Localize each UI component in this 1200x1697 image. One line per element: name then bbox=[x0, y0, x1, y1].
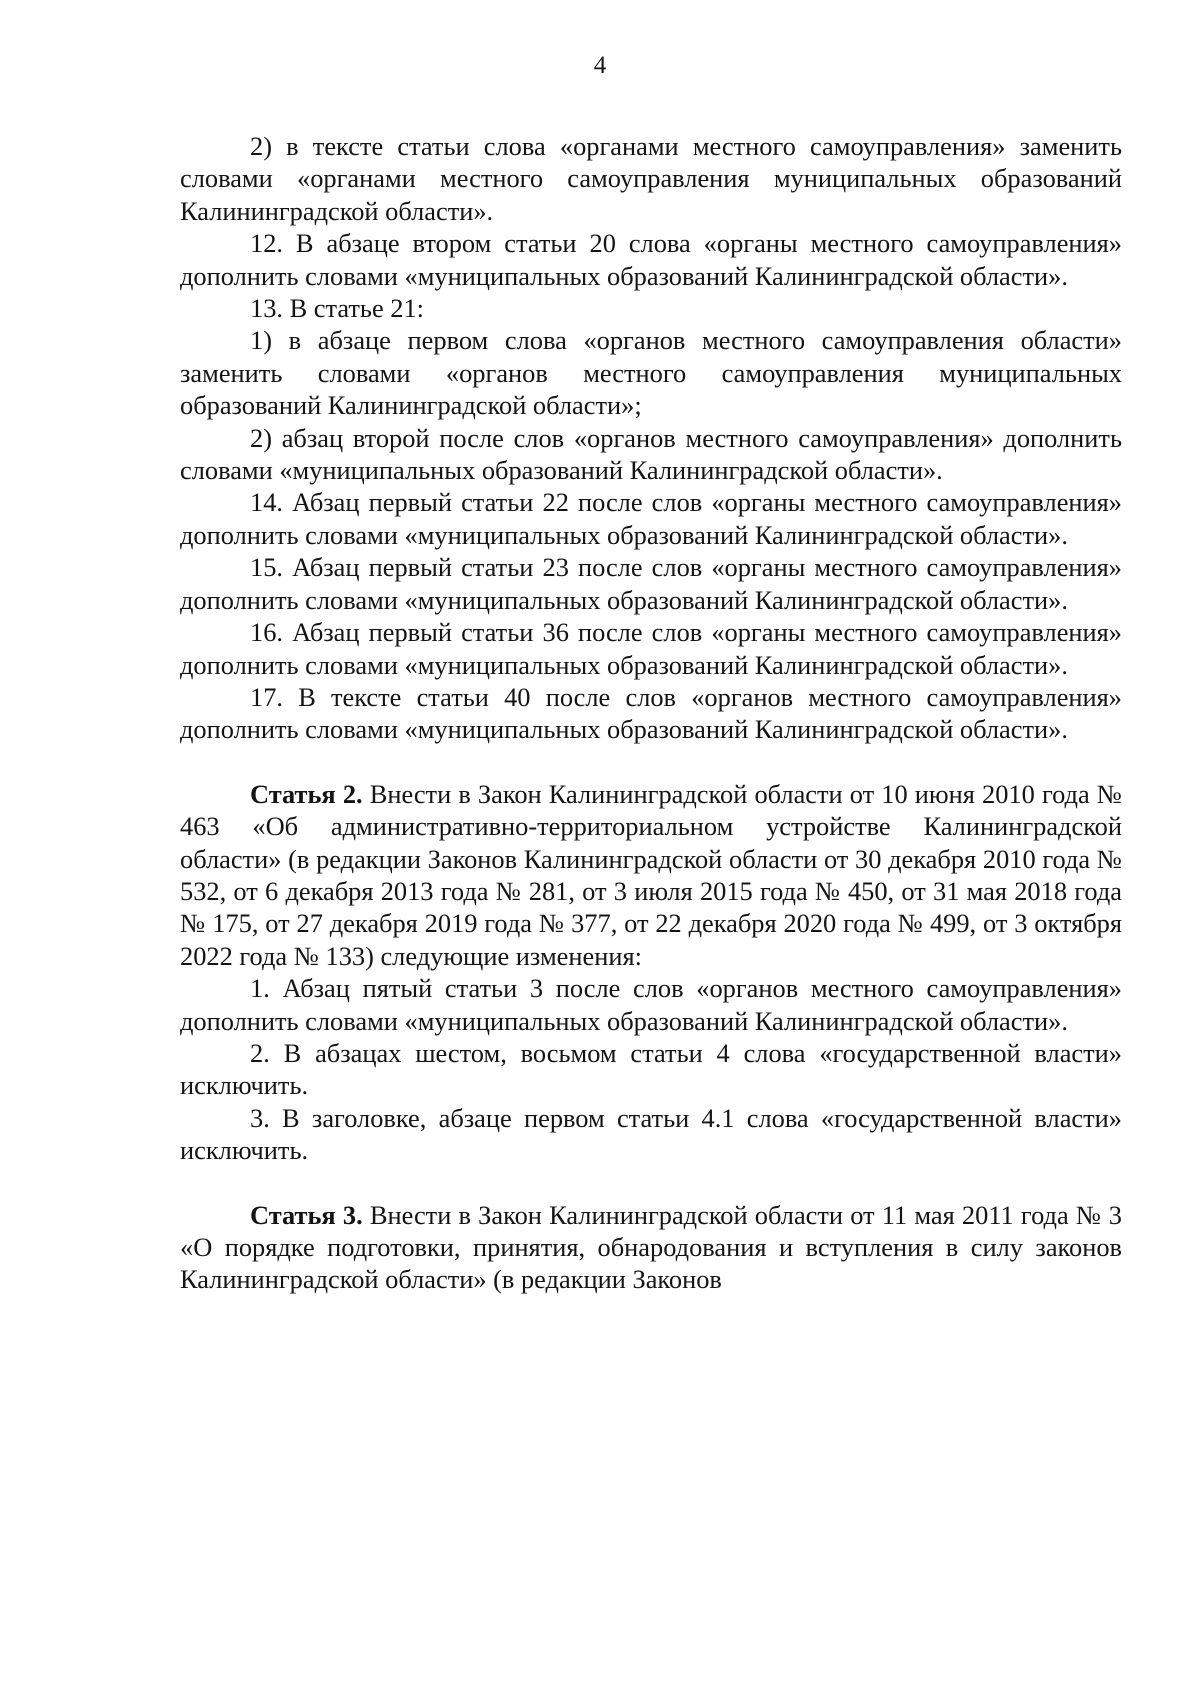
paragraph: 1) в абзаце первом слова «органов местного самоуправления области» заменить словами «органов местного самоуправления муниципальных образований Калининградской области»; bbox=[180, 325, 1122, 421]
paragraph: 2. В абзацах шестом, восьмом статьи 4 слова «государственной власти» исключить. bbox=[180, 1037, 1122, 1101]
section-spacer bbox=[180, 746, 1122, 778]
paragraph: 1. Абзац пятый статьи 3 после слов «органов местного самоуправления» дополнить словами «муниципальных образований Калининградской области». bbox=[180, 973, 1122, 1036]
section-spacer bbox=[180, 1167, 1122, 1199]
article-2-paragraph bbox=[180, 778, 1122, 972]
paragraph: 16. Абзац первый статьи 36 после слов «органы местного самоуправления» дополнить словами «муниципальных образований Калининградской области». bbox=[180, 617, 1122, 680]
paragraph: 14. Абзац первый статьи 22 после слов «органы местного самоуправления» дополнить словами «муниципальных образований Калининградской области». bbox=[180, 487, 1122, 550]
article-3-label: Статья 3. bbox=[250, 1199, 363, 1230]
article-2-text: Внести в Закон Калининградской области от 10 июня 2010 года № 463 «Об административно-территориальном устройстве Калининградской области» (в редакции Законов Калининградской области от 30 декабря 2010 года № 532, от 6 декабря 2013 года № 281, от 3 июля 2015 года № 450, от 31 мая 2018 года № 175, от 27 декабря 2019 года № 377, от 22 декабря 2020 года № 499, от 3 октября 2022 года № 133) следующие изменения: bbox=[180, 778, 1122, 971]
paragraph: 2) в тексте статьи слова «органами местного самоуправления» заменить словами «органами местного самоуправления муниципальных образований Калининградской области». bbox=[180, 131, 1122, 226]
paragraph: 12. В абзаце втором статьи 20 слова «органы местного самоуправления» дополнить словами «муниципальных образований Калининградской области». bbox=[180, 228, 1122, 291]
paragraph: 15. Абзац первый статьи 23 после слов «органы местного самоуправления» дополнить словами «муниципальных образований Калининградской области». bbox=[180, 552, 1122, 615]
paragraph: 13. В статье 21: bbox=[250, 293, 424, 324]
paragraph: 3. В заголовке, абзаце первом статьи 4.1 слова «государственной власти» исключить. bbox=[180, 1102, 1122, 1166]
article-3-text: Внести в Закон Калининградской области от 11 мая 2011 года № 3 «О порядке подготовки, принятия, обнародования и вступления в силу законов Калининградской области» (в редакции Законов bbox=[180, 1199, 1122, 1295]
page-number: 4 bbox=[593, 52, 607, 79]
document-body bbox=[180, 130, 1122, 1296]
article-3-paragraph bbox=[180, 1199, 1122, 1296]
article-2-label: Статья 2. bbox=[250, 778, 363, 809]
paragraph: 2) абзац второй после слов «органов местного самоуправления» дополнить словами «муниципальных образований Калининградской области». bbox=[180, 422, 1122, 486]
paragraph: 17. В тексте статьи 40 после слов «органов местного самоуправления» дополнить словами «муниципальных образований Калининградской области». bbox=[180, 681, 1122, 745]
